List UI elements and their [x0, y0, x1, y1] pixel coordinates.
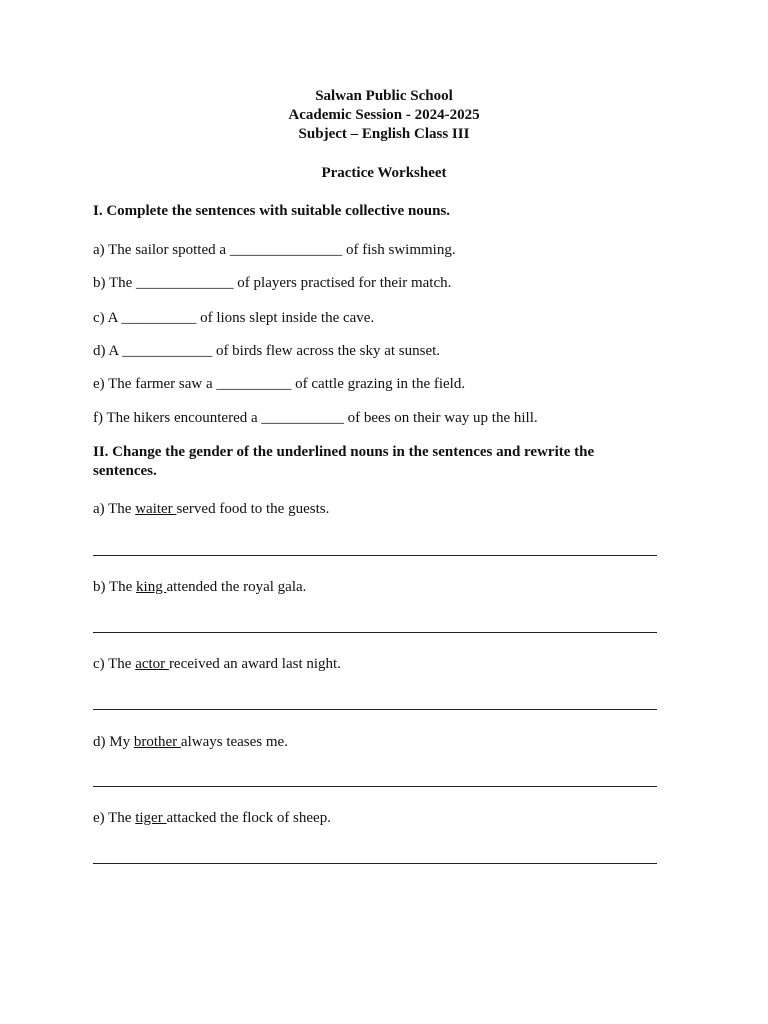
fill-blank[interactable]: ___________ — [261, 410, 344, 426]
answer-line[interactable] — [93, 863, 657, 864]
item-text: attacked the flock of sheep. — [166, 810, 331, 826]
section-2-item-b — [93, 578, 663, 597]
school-header — [0, 87, 768, 144]
section-1-item-d — [93, 342, 663, 361]
underlined-noun: waiter — [135, 501, 177, 517]
item-text: b) The — [93, 579, 137, 595]
answer-line[interactable] — [93, 709, 657, 710]
item-text: of birds flew across the sky at sunset. — [212, 343, 441, 359]
answer-line[interactable] — [93, 632, 657, 633]
item-text: of bees on their way up the hill. — [343, 410, 538, 426]
section-2-heading-line-1: II. Change the gender of the underlined nouns in the sentences and rewrite the — [93, 444, 595, 460]
item-text: b) The — [93, 275, 137, 291]
item-text: e) The farmer saw a — [93, 376, 217, 392]
item-text: received an award last night. — [168, 656, 341, 672]
section-2-heading-line-2: sentences. — [93, 463, 157, 479]
underlined-noun: tiger — [135, 810, 167, 826]
item-text: d) My — [93, 734, 134, 750]
section-1-item-f — [93, 409, 663, 428]
worksheet-title: Practice Worksheet — [321, 165, 447, 181]
section-1-heading: I. Complete the sentences with suitable collective nouns. — [93, 203, 451, 219]
item-text: attended the royal gala. — [166, 579, 307, 595]
item-text: c) The — [93, 656, 136, 672]
item-text: e) The — [93, 810, 136, 826]
underlined-noun: king — [136, 579, 167, 595]
item-text: a) The — [93, 501, 136, 517]
answer-line[interactable] — [93, 786, 657, 787]
fill-blank[interactable]: __________ — [216, 376, 292, 392]
item-text: of players practised for their match. — [233, 275, 452, 291]
section-1-item-a — [93, 241, 663, 260]
item-text: a) The sailor spotted a — [93, 242, 230, 258]
fill-blank[interactable]: _______________ — [229, 242, 343, 258]
fill-blank[interactable]: __________ — [121, 310, 197, 326]
item-text: of lions slept inside the cave. — [196, 310, 375, 326]
section-1-item-b — [93, 274, 663, 293]
section-2-item-e — [93, 809, 663, 828]
item-text: c) A — [93, 310, 122, 326]
section-2-heading — [93, 443, 663, 481]
answer-line[interactable] — [93, 555, 657, 556]
underlined-noun: actor — [135, 656, 169, 672]
item-text: always teases me. — [180, 734, 288, 750]
item-text: served food to the guests. — [176, 501, 330, 517]
fill-blank[interactable]: ____________ — [122, 343, 213, 359]
section-2-item-c — [93, 655, 663, 674]
section-2-item-d — [93, 733, 663, 752]
item-text: f) The hikers encountered a — [93, 410, 262, 426]
section-2-item-a — [93, 500, 663, 519]
underlined-noun: brother — [133, 734, 181, 750]
academic-session: Academic Session - 2024-2025 — [288, 107, 480, 123]
section-1-item-e — [93, 375, 663, 394]
item-text: d) A — [93, 343, 123, 359]
fill-blank[interactable]: _____________ — [136, 275, 234, 291]
item-text: of fish swimming. — [342, 242, 456, 258]
item-text: of cattle grazing in the field. — [291, 376, 466, 392]
subject-line: Subject – English Class III — [298, 126, 470, 142]
section-1-item-c — [93, 309, 663, 328]
school-name: Salwan Public School — [315, 88, 453, 104]
